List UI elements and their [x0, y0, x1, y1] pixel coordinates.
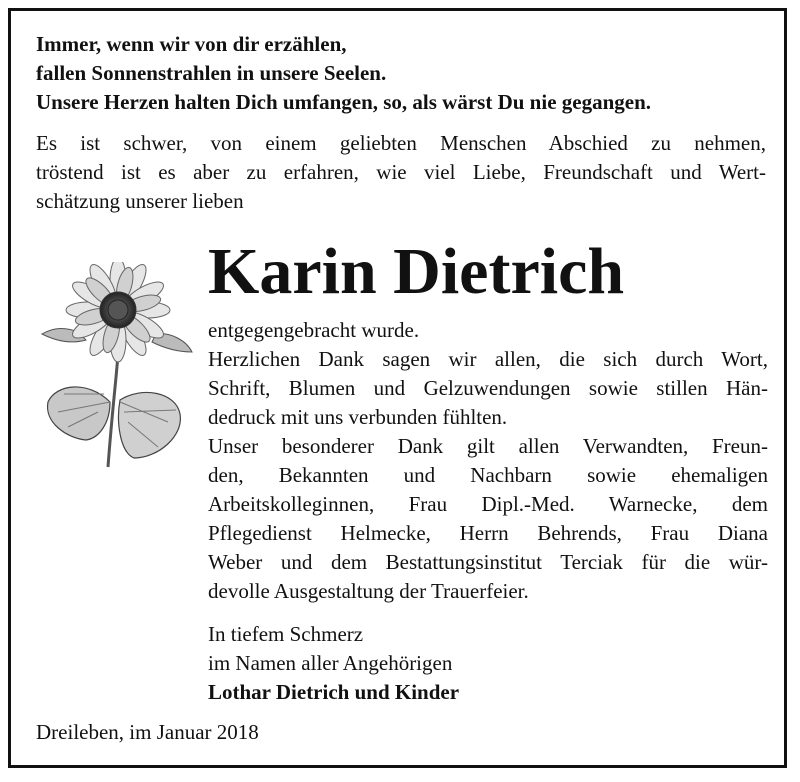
motto-line-1: Immer, wenn wir von dir erzählen,: [36, 32, 347, 56]
body-line-2: Herzlichen Dank sagen wir allen, die sich durch Wort,: [208, 347, 768, 371]
motto-line-3: Unsere Herzen halten Dich umfangen, so, als wärst Du nie gegangen.: [36, 90, 652, 114]
place-date: Dreileben, im Januar 2018: [36, 720, 259, 744]
intro-line-3: schätzung unserer lieben: [36, 189, 244, 213]
body-line-1: entgegengebracht wurde.: [208, 318, 420, 342]
body-line-4: dedruck mit uns verbunden fühlten.: [208, 405, 508, 429]
closing-line-2: im Namen aller Angehörigen: [208, 651, 453, 675]
body-line-5: Unser besonderer Dank gilt allen Verwandten, Freun-: [208, 434, 768, 458]
body-line-3: Schrift, Blumen und Gelzuwendungen sowie stillen Hän-: [208, 376, 768, 400]
body-line-6: den, Bekannten und Nachbarn sowie ehemaligen: [208, 463, 768, 487]
motto-line-2: fallen Sonnenstrahlen in unsere Seelen.: [36, 61, 387, 85]
body-line-8: Pflegedienst Helmecke, Herrn Behrends, Frau Diana: [208, 521, 768, 545]
signatory: Lothar Dietrich und Kinder: [208, 680, 460, 704]
intro-line-1: Es ist schwer, von einem geliebten Menschen Abschied zu nehmen,: [36, 131, 766, 155]
body-line-10: devolle Ausgestaltung der Trauerfeier.: [208, 579, 529, 603]
intro-line-2: tröstend ist es aber zu erfahren, wie viel Liebe, Freundschaft und Wert-: [36, 160, 766, 184]
sunflower-icon: [38, 262, 198, 472]
body-line-7: Arbeitskolleginnen, Frau Dipl.-Med. Warnecke, dem: [208, 492, 768, 516]
closing-line-1: In tiefem Schmerz: [208, 622, 364, 646]
body-line-9: Weber und dem Bestattungsinstitut Terciak für die wür-: [208, 550, 768, 574]
deceased-name: Karin Dietrich: [208, 235, 625, 308]
